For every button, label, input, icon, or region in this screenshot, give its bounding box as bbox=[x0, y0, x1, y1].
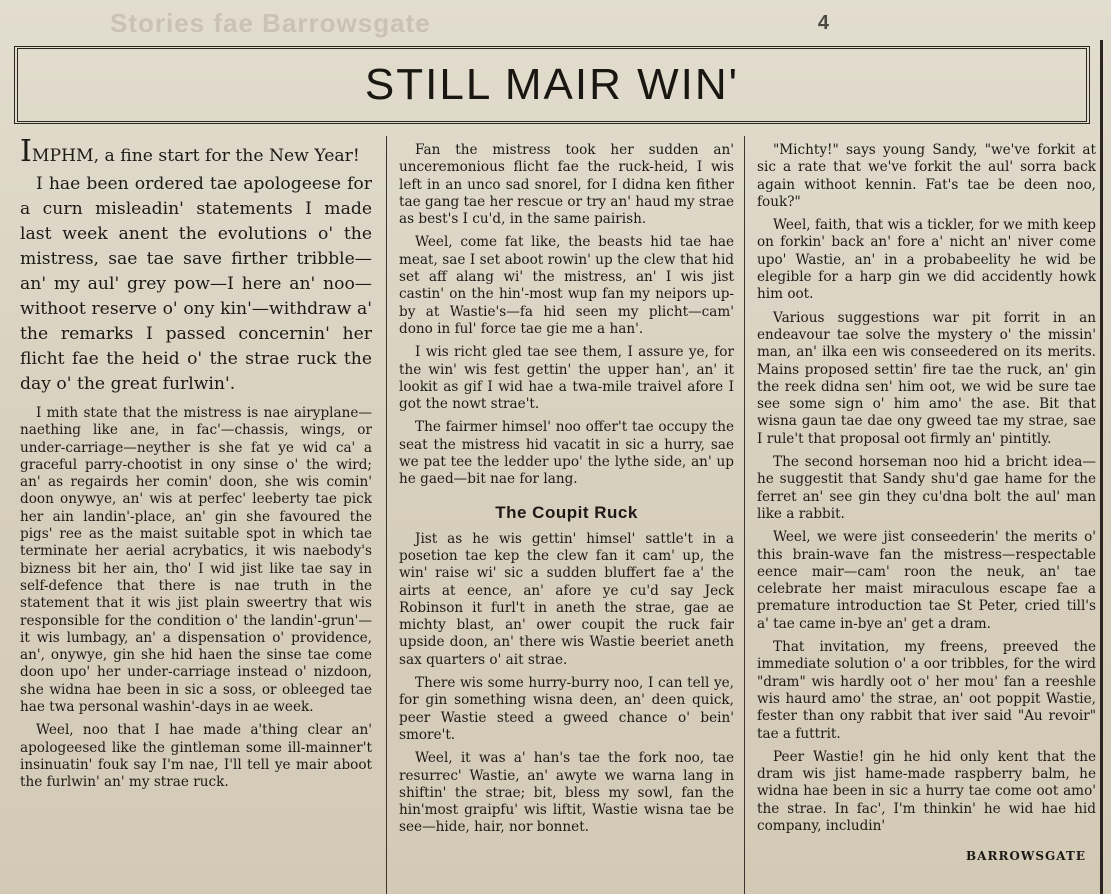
paragraph: I wis richt gled tae see them, I assure ye, for the win' wis fest gettin' the upper han', an' it lookit as gif I wid hae a twa-mile traivel afore I got the nowt strae't. bbox=[399, 344, 734, 413]
masthead bbox=[14, 46, 1090, 124]
paragraph: The fairmer himsel' noo offer't tae occupy the seat the mistress hid vacatit in sic a hurry, sae we pat tee the ledder upo' the lythe side, an' up he gaed—bit nae for lang. bbox=[399, 419, 734, 488]
page-number: 4 bbox=[817, 11, 830, 34]
column-2 bbox=[386, 136, 744, 894]
paragraph: Jist as he wis gettin' himsel' sattle't in a posetion tae kep the clew fan it cam' up, the win' raise wi' sic a sudden bluffert fae a' the airts at eence, an' afore ye cu'd say Jeck Robinson it furl't in aneth the strae, gae ae michty blast, an' ower coupit the ruck fair upside doon, an' there wis Wastie beeriet aneth sax quarters o' ait strae. bbox=[399, 530, 734, 668]
subheading: The Coupit Ruck bbox=[495, 502, 638, 522]
paragraph: The second horseman noo hid a bricht idea—he suggestit that Sandy shu'd gae hame for the ferret an' see gin they cu'dna bolt the aul' man like a rabbit. bbox=[757, 454, 1096, 522]
body-section bbox=[757, 142, 1096, 835]
paragraph: Weel, noo that I hae made a'thing clear an' apologeesed like the gintleman some ill-mainner't insinuatin' fouk say I'm nae, I'll tell ye mair aboot the furlwin' an' my strae ruck. bbox=[20, 722, 372, 791]
author-signature: BARROWSGATE bbox=[966, 849, 1086, 864]
paragraph: That invitation, my freens, preeved the immediate solution o' a oor tribbles, for the wird "dram" wis hardly oot o' her mou' fan a reeshle wis haurd amo' the strae, an' oot poppit Wastie, fester than ony rabbit that iver said "Au revoir" tae a futtrit. bbox=[757, 639, 1096, 742]
faded-header-text: Stories fae Barrowsgate bbox=[110, 7, 431, 38]
paragraph: Various suggestions war pit forrit in an endeavour tae solve the mystery o' the missin' man, an' ilka een wis conseedered on its merits. Mains proposed settin' fire tae the ruck, an' gin the reek didna sen' him oot, we wid be sure tae see some sign o' him amo' the ase. Bit that wisna gaun tae dae ony gweed tae my strae, sae I rule't that proposal oot firmly an' pintitly. bbox=[757, 309, 1096, 447]
paragraph: Weel, we were jist conseederin' the merits o' this brain-wave fan the mistress—respectable eence mair—cam' roon the neuk, an' tae celebrate her maist miraculous escape fae a premature introduction tae St Peter, cried till's a' tae came in-bye an' get a dram. bbox=[757, 529, 1096, 632]
paragraph: Peer Wastie! gin he hid only kent that the dram wis jist hame-made raspberry balm, he widna hae been in sic a hurry tae come oot amo' the strae. In fac', I'm thinkin' he wid hae hid company, includin' bbox=[757, 748, 1096, 834]
lead-section bbox=[20, 136, 372, 397]
body-section bbox=[399, 142, 734, 489]
article-columns bbox=[14, 136, 1100, 894]
paragraph: Weel, faith, that wis a tickler, for we mith keep on forkin' back an' fore a' nicht an' niver come upo' Wastie, an' in a probabeelity he wid be elegible for a harp gin we did accidently howk him oot. bbox=[757, 217, 1096, 303]
paragraph: Fan the mistress took her sudden an' unceremonious flicht fae the ruck-heid, I wis left in an unco sad snorel, for I didna ken fither tae gang tae her rescue or try an' haud my strae as best's I cu'd, in the same pairish. bbox=[399, 142, 734, 228]
body-section bbox=[20, 405, 372, 792]
faded-header bbox=[110, 6, 830, 40]
right-column-rule bbox=[1100, 40, 1103, 894]
lead-paragraph: I hae been ordered tae apologeese for a curn misleadin' statements I made last week anent the evolutions o' the mistress, sae tae save firther tribble—an' my aul' grey pow—I here an' noo—withoot reserve o' ony kin'—withdraw a' the remarks I passed concernin' her flicht fae the heid o' the strae ruck the day o' the great furlwin'. bbox=[20, 174, 372, 394]
paragraph: "Michty!" says young Sandy, "we've forkit at sic a rate that we've forkit the aul' sorra back again withoot kennin. Fat's tae be deen noo, fouk?" bbox=[757, 142, 1096, 210]
article-title: STILL MAIR WIN' bbox=[364, 60, 740, 109]
lead-paragraph: IMPHM, a fine start for the New Year! bbox=[20, 136, 360, 169]
paragraph: Weel, it was a' han's tae the fork noo, tae resurrec' Wastie, an' awyte we warna lang in shiftin' the strae; bit, bless my sowl, fan the hin'most graipfu' wis liftit, Wastie wisna tae be see—hide, hair, nor bonnet. bbox=[399, 750, 734, 836]
column-3 bbox=[744, 136, 1100, 894]
paragraph: I mith state that the mistress is nae airyplane—naething like ane, in fac'—chassis, wings, or under-carriage—neyther is she fat ye wid ca' a graceful parry-chootist in ony sinse o' the wird; an' as regairds her comin' doon, she wis comin' doon onywye, an' wis at perfec' leeberty tae pick her ain landin'-place, an' gin she favoured the pigs' ree as the maist suitable spot in which tae terminate her aerial acrybatics, it wis naebody's bizness bit her ain, tho' I wid jist like tae say in self-defence that there is nae truth in the statement that it wis jist plain sweertry that wis responsible for the condition o' the landin'-grun'—it wis lumbagy, an' a dispensation o' providence, an', onywye, gin she hid haen the sinse tae come doon upo' her under-carriage instead o' nizdoon, she widna hae been in sic a soss, or obleeged tae hae twa personal washin'-days in ae week. bbox=[20, 405, 372, 716]
paragraph: Weel, come fat like, the beasts hid tae hae meat, sae I set aboot rowin' up the clew that hid set aff alang wi' the mistress, an' I wis jist castin' on the hin'-most wup fan my neipors up-by at Wastie's—fa hid seen my plicht—cam' dono in ful' force tae gie me a han'. bbox=[399, 234, 734, 337]
column-1 bbox=[14, 136, 386, 894]
paragraph: There wis some hurry-burry noo, I can tell ye, for gin something wisna deen, an' deen quick, peer Wastie steed a gweed chance o' bein' smore't. bbox=[399, 675, 734, 743]
body-section bbox=[399, 531, 734, 837]
